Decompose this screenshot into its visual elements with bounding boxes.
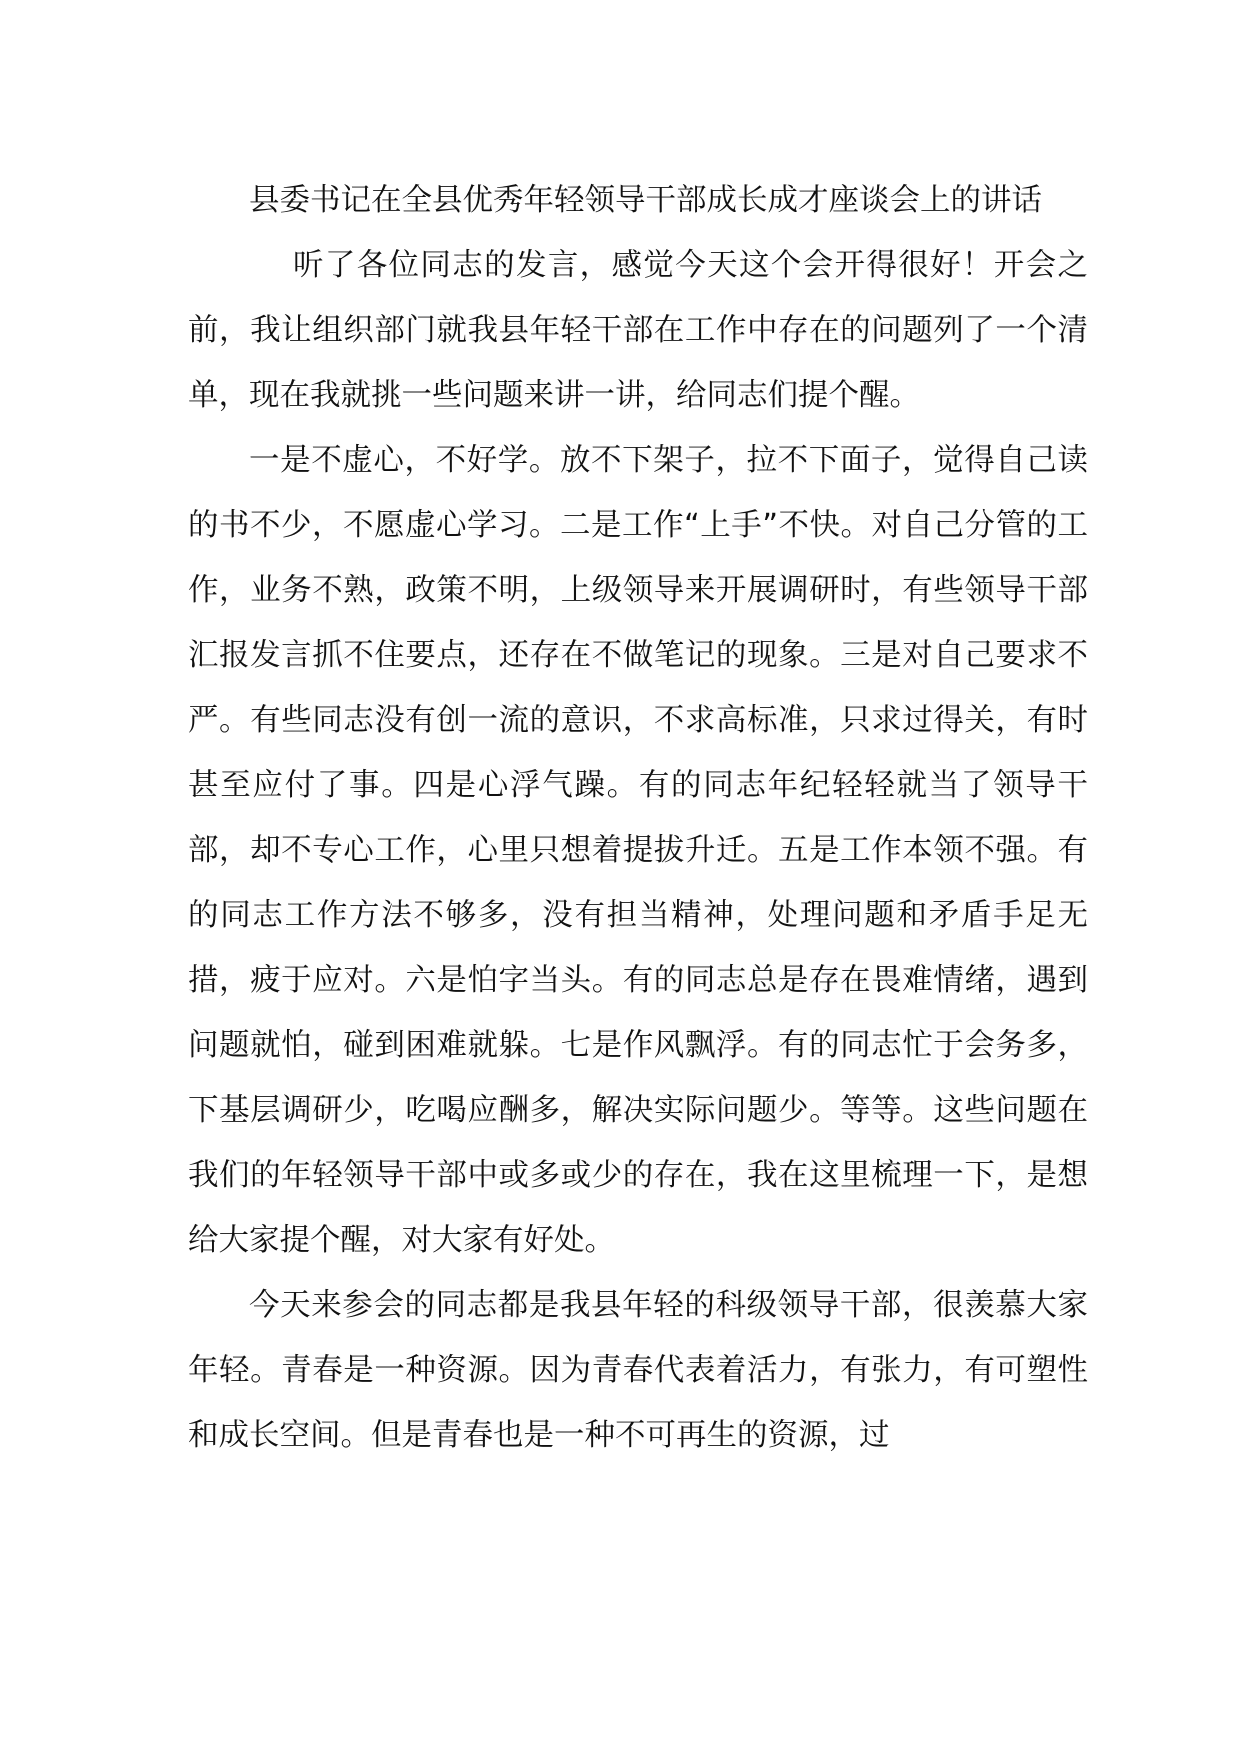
paragraph-youth: 今天来参会的同志都是我县年轻的科级领导干部，很羡慕大家年轻。青春是一种资源。因为青春代表着活力，有张力，有可塑性和成长空间。但是青春也是一种不可再生的资源，过 [188,1288,1088,1453]
paragraph-opening: 听了各位同志的发言，感觉今天这个会开得很好！开会之前，我让组织部门就我县年轻干部在工作中存在的问题列了一个清单，现在我就挑一些问题来讲一讲，给同志们提个醒。 [188,248,1088,413]
paragraph-problems: 一是不虚心，不好学。放不下架子，拉不下面子，觉得自己读的书不少，不愿虚心学习。二是工作“上手”不快。对自己分管的工作，业务不熟，政策不明，上级领导来开展调研时，有些领导干部汇报发言抓不住要点，还存在不做笔记的现象。三是对自己要求不严。有些同志没有创一流的意识，不求高标准，只求过得关，有时甚至应付了事。四是心浮气躁。有的同志年纪轻轻就当了领导干部，却不专心工作，心里只想着提拔升迁。五是工作本领不强。有的同志工作方法不够多，没有担当精神，处理问题和矛盾手足无措，疲于应对。六是怕字当头。有的同志总是存在畏难情绪，遇到问题就怕，碰到困难就躲。七是作风飘浮。有的同志忙于会务多，下基层调研少，吃喝应酬多，解决实际问题少。等等。这些问题在我们的年轻领导干部中或多或少的存在，我在这里梳理一下，是想给大家提个醒，对大家有好处。 [188,443,1088,1258]
document-body [188,168,1088,1468]
document-title: 县委书记在全县优秀年轻领导干部成长成才座谈会上的讲话 [249,183,1042,218]
